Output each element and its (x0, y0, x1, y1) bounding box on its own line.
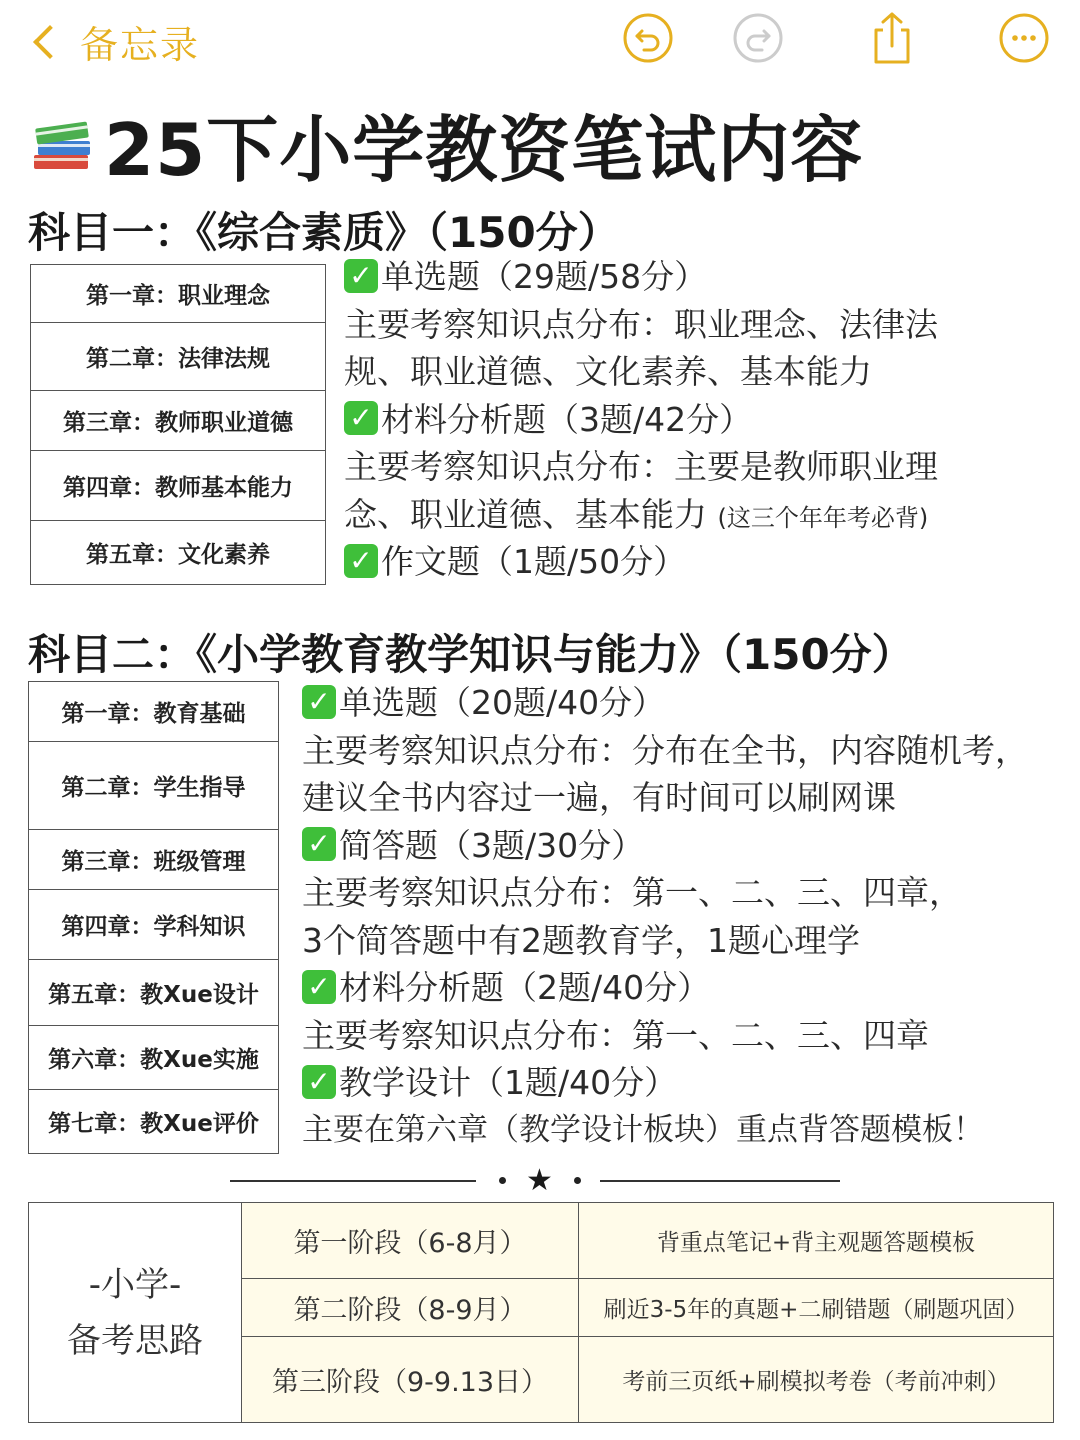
undo-icon (622, 12, 674, 64)
chapter-cell: 第四章：学科知识 (29, 890, 279, 960)
note-line: 规、职业道德、文化素养、基本能力 (344, 352, 872, 391)
chapter-cell: 第五章：教Xue设计 (29, 960, 279, 1026)
chapter-cell: 第七章：教Xue评价 (29, 1090, 279, 1154)
check-box-icon: ✓ (344, 401, 378, 435)
check-box-icon: ✓ (302, 1065, 336, 1099)
study-plan-table (28, 1202, 1054, 1423)
share-button[interactable] (866, 12, 918, 64)
more-button[interactable] (998, 12, 1050, 64)
note-line: ✓ 单选题（29题/58分） (344, 253, 938, 301)
note-line: ✓ 单选题（20题/40分） (302, 679, 1028, 727)
note-line: 主要考察知识点分布：分布在全书，内容随机考， (302, 730, 1028, 770)
note-aside: (这三个年年考必背) (717, 503, 929, 532)
title-text: 25下小学教资笔试内容 (104, 108, 864, 192)
subject2-notes (302, 679, 1028, 1154)
books-icon (30, 111, 96, 177)
chevron-left-icon (33, 25, 67, 59)
plan-desc: 考前三页纸+刷模拟考卷（考前冲刺） (579, 1337, 1054, 1423)
divider-dot (499, 1177, 506, 1184)
subject1-notes (344, 253, 938, 586)
plan-desc: 背重点笔记+背主观题答题模板 (579, 1203, 1054, 1279)
chapter-cell: 第四章：教师基本能力 (31, 451, 326, 521)
chapter-cell: 第三章：教师职业道德 (31, 391, 326, 451)
note-line: 念、职业道德、基本能力 (这三个年年考必背) (344, 494, 929, 534)
divider-right (600, 1180, 840, 1182)
plan-stage: 第二阶段（8-9月） (242, 1279, 579, 1337)
check-box-icon: ✓ (302, 970, 336, 1004)
note-line: ✓ 作文题（1题/50分） (344, 538, 938, 586)
subject1-chapter-table (30, 264, 326, 585)
note-line: 建议全书内容过一遍，有时间可以刷网课 (302, 778, 896, 817)
check-box-icon: ✓ (344, 544, 378, 578)
chapter-cell: 第六章：教Xue实施 (29, 1026, 279, 1090)
note-line: 主要考察知识点分布：第一、二、三、四章， (302, 873, 962, 912)
more-icon (998, 12, 1050, 64)
page-title (30, 92, 863, 196)
back-label: 备忘录 (80, 23, 201, 67)
note-line: ✓ 材料分析题（3题/42分） (344, 396, 938, 444)
star-icon: ★ (526, 1163, 553, 1198)
divider-left (230, 1180, 476, 1182)
notes-toolbar (0, 0, 1080, 82)
note-line: ✓ 简答题（3题/30分） (302, 822, 1028, 870)
note-line: 3个简答题中有2题教育学，1题心理学 (302, 920, 860, 960)
share-icon (866, 10, 918, 66)
note-line: ✓ 教学设计（1题/40分） (302, 1059, 1028, 1107)
note-line: ✓ 材料分析题（2题/40分） (302, 964, 1028, 1012)
chapter-cell: 第一章：教育基础 (29, 682, 279, 742)
divider-dot (574, 1177, 581, 1184)
chapter-cell: 第二章：法律法规 (31, 323, 326, 391)
undo-button[interactable] (622, 12, 674, 64)
note-line: 主要考察知识点分布：职业理念、法律法 (344, 304, 938, 344)
check-box-icon: ✓ (302, 685, 336, 719)
redo-icon (732, 12, 784, 64)
redo-button[interactable] (732, 12, 784, 64)
chapter-cell: 第五章：文化素养 (31, 521, 326, 585)
check-box-icon: ✓ (344, 259, 378, 293)
note-line: 主要在第六章（教学设计板块）重点背答题模板！ (302, 1111, 984, 1148)
back-button[interactable] (28, 14, 200, 69)
chapter-cell: 第二章：学生指导 (29, 742, 279, 830)
plan-stage: 第一阶段（6-8月） (242, 1203, 579, 1279)
subject1-heading: 科目一：《综合素质》（150分） (28, 208, 620, 257)
chapter-cell: 第三章：班级管理 (29, 830, 279, 890)
subject2-heading: 科目二：《小学教育教学知识与能力》（150分） (28, 630, 914, 679)
plan-desc: 刷近3-5年的真题+二刷错题（刷题巩固） (579, 1279, 1054, 1337)
plan-stage: 第三阶段（9-9.13日） (242, 1337, 579, 1423)
note-line: 主要考察知识点分布：第一、二、三、四章 (302, 1015, 929, 1055)
chapter-cell: 第一章：职业理念 (31, 265, 326, 323)
note-line: 主要考察知识点分布：主要是教师职业理 (344, 447, 938, 486)
subject2-chapter-table (28, 681, 279, 1154)
plan-side-label: -小学- 备考思路 (29, 1203, 242, 1423)
check-box-icon: ✓ (302, 827, 336, 861)
